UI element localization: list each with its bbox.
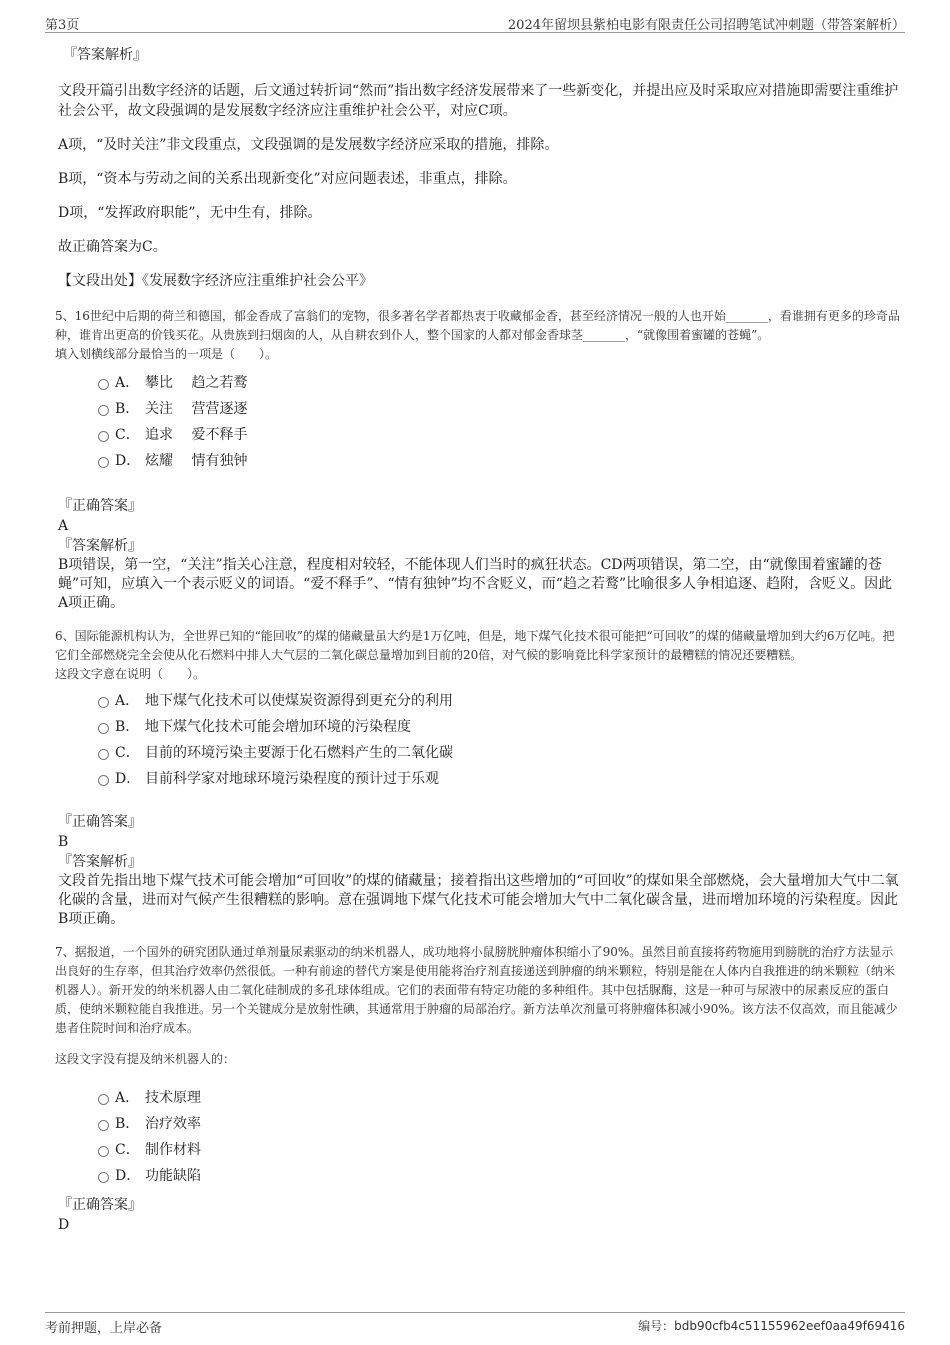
question-5 [55,307,900,613]
radio-icon[interactable] [98,379,109,390]
option-a[interactable]: A． 攀比 趋之若鹜 [55,370,900,396]
page-header [45,12,905,33]
page-number: 第3页 [45,18,80,33]
question-6 [55,627,900,929]
option-list [55,370,900,474]
option-a[interactable]: A． 技术原理 [55,1085,900,1111]
correct-answer-label: 『正确答案』 [58,1197,142,1213]
option-c[interactable]: C． 制作材料 [55,1137,900,1163]
option-b[interactable]: B． 治疗效率 [55,1111,900,1137]
source-citation: 【文段出处】《发展数字经济应注重维护社会公平》 [58,273,373,289]
option-d[interactable]: D． 目前科学家对地球环境污染程度的预计过于乐观 [55,766,900,792]
radio-icon[interactable] [98,405,109,416]
analysis-paragraph: A项，“及时关注”非文段重点，文段强调的是发展数字经济应采取的措施，排除。 [58,137,559,153]
question-stem: 5、16世纪中后期的荷兰和德国，郁金香成了富翁们的宠物，很多著名学者都热衷于收藏郁金香，甚至经济情况一般的人也开始_______，看谁拥有更多的珍奇品种，谁肯出更高的价钱买花。从贵族到扫烟囱的人，从自耕农到仆人，整个国家的人都对郁金香球茎_______，“就像围着蜜罐的苍蝇”。 [55,309,900,342]
analysis-label: 『答案解析』 [58,538,142,554]
analysis-paragraph: 故正确答案为C。 [58,239,167,255]
option-b[interactable]: B． 关注 营营逐逐 [55,396,900,422]
footer-slogan: 考前押题，上岸必备 [45,1321,163,1336]
analysis-label: 『答案解析』 [63,47,147,63]
option-c[interactable]: C． 追求 爱不释手 [55,422,900,448]
q4-analysis [55,45,900,291]
question-prompt: 填入划横线部分最恰当的一项是（ ）。 [55,347,278,361]
document-title: 2024年留坝县紫柏电影有限责任公司招聘笔试冲刺题（带答案解析） [507,18,905,33]
question-prompt: 这段文字没有提及纳米机器人的： [55,1052,236,1066]
option-c[interactable]: C． 目前的环境污染主要源于化石燃料产生的二氧化碳 [55,740,900,766]
analysis-label: 『答案解析』 [58,854,142,870]
radio-icon[interactable] [98,1146,109,1157]
radio-icon[interactable] [98,775,109,786]
document-body [55,45,900,1235]
question-stem: 6、国际能源机构认为，全世界已知的“能回收”的煤的储藏量虽大约是1万亿吨，但是，地下煤气化技术很可能把“可回收”的煤的储藏量增加到大约6万亿吨。把它们全部燃烧完全会使从化石燃料中排人大气层的二氧化碳总量增加到目前的20倍，对气候的影响竟比科学家预计的最糟糕的情况还要糟糕。 [55,629,895,662]
radio-icon[interactable] [98,431,109,442]
radio-icon[interactable] [98,1172,109,1183]
analysis-paragraph: 文段开篇引出数字经济的话题，后文通过转折词“然而”指出数字经济发展带来了一些新变化，并提出应及时采取应对措施即需要注重维护社会公平，故文段强调的是发展数字经济应注重维护社会公平，对应C项。 [58,83,899,119]
radio-icon[interactable] [98,1094,109,1105]
radio-icon[interactable] [98,457,109,468]
option-list [55,688,900,792]
question-stem: 7、据报道，一个国外的研究团队通过单剂量尿素驱动的纳米机器人，成功地将小鼠膀胱肿瘤体积缩小了90%。虽然目前直接将药物施用到膀胱的治疗方法显示出良好的生存率，但其治疗效率仍然很低。一种有前途的替代方案是使用能将治疗剂直接递送到肿瘤的纳米颗粒，特别是能在人体内自我推进的纳米颗粒（纳米机器人）。新开发的纳米机器人由二氧化硅制成的多孔球体组成。它们的表面带有特定功能的多种组件。其中包括脲酶，这是一种可与尿液中的尿素反应的蛋白质，使纳米颗粒能自我推进。另一个关键成分是放射性碘，其通常用于肿瘤的局部治疗。新方法单次剂量可将肿瘤体积减小90%。该方法不仅高效，而且能减少患者住院时间和治疗成本。 [55,945,898,1035]
radio-icon[interactable] [98,1120,109,1131]
option-list [55,1085,900,1189]
correct-answer-label: 『正确答案』 [58,814,142,830]
analysis-text: B项错误，第一空，“关注”指关心注意，程度相对较轻，不能体现人们当时的疯狂状态。CD两项错误，第二空，由“就像围着蜜罐的苍蝇”可知，应填入一个表示贬义的词语。“爱不释手”、“情有独钟”均不含贬义，而“趋之若鹜”比喻很多人争相追逐、趋附，含贬义。因此A项正确。 [58,557,893,611]
correct-answer: A [58,518,69,534]
radio-icon[interactable] [98,697,109,708]
radio-icon[interactable] [98,723,109,734]
correct-answer: D [58,1217,70,1233]
document-code: 编号：bdb90cfb4c51155962eef0aa49f69416 [638,1319,905,1333]
question-7 [55,943,900,1235]
radio-icon[interactable] [98,749,109,760]
analysis-paragraph: D项，“发挥政府职能”，无中生有，排除。 [58,205,322,221]
option-d[interactable]: D． 功能缺陷 [55,1163,900,1189]
page-footer [45,1312,905,1337]
option-d[interactable]: D． 炫耀 情有独钟 [55,448,900,474]
analysis-paragraph: B项，“资本与劳动之间的关系出现新变化”对应问题表述，非重点，排除。 [58,171,517,187]
analysis-text: 文段首先指出地下煤气技术可能会增加“可回收”的煤的储藏量；接着指出这些增加的“可回收”的煤如果全部燃烧，会大量增加大气中二氧化碳的含量，进而对气候产生很糟糕的影响。意在强调地下煤气化技术可能会增加大气中二氧化碳含量，进而增加环境的污染程度。因此B项正确。 [58,873,899,927]
correct-answer-label: 『正确答案』 [58,498,142,514]
question-prompt: 这段文字意在说明（ ）。 [55,667,206,681]
correct-answer: B [58,834,69,850]
option-b[interactable]: B． 地下煤气化技术可能会增加环境的污染程度 [55,714,900,740]
option-a[interactable]: A． 地下煤气化技术可以使煤炭资源得到更充分的利用 [55,688,900,714]
